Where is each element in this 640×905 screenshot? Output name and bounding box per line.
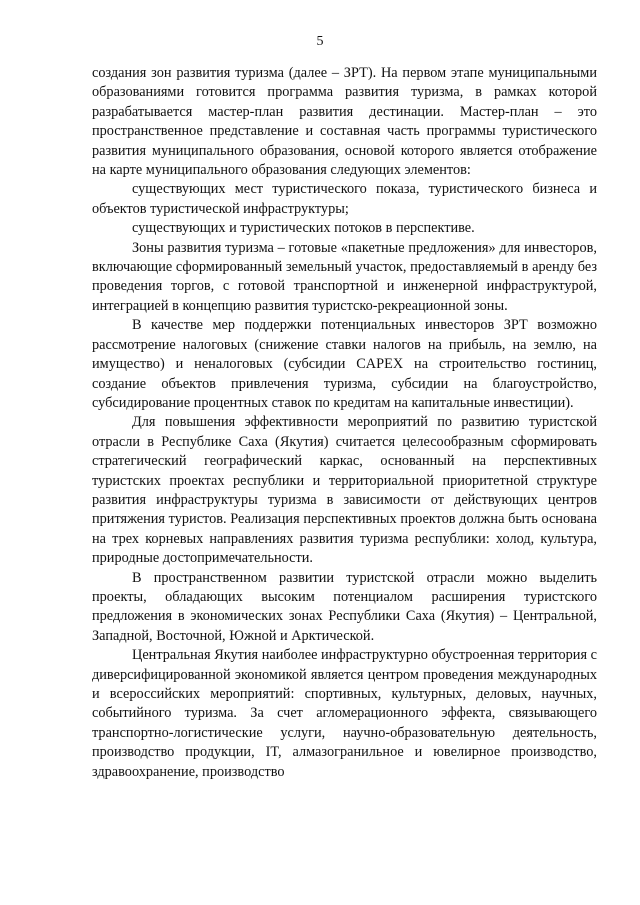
list-item-tourist-sites: существующих мест туристического показа, туристического бизнеса и объектов туристической инфраструктуры; [92, 181, 597, 217]
paragraph-zrt-intro: создания зон развития туризма (далее – ЗРТ). На первом этапе муниципальными образованиями готовится программа развития туризма, в рамках которой разрабатывается мастер-план развития дестинации. Мастер-план – это пространственное представление и составная часть программы туристического развития муниципального образования, основой которого является отображение на карте муниципального образования следующих элементов: [92, 65, 597, 179]
paragraph-economic-zones: В пространственном развитии туристской отрасли можно выделить проекты, обладающих высоким потенциалом расширения туристского предложения в экономических зонах Республики Саха (Якутия) – Центральной, Западной, Восточной, Южной и Арктической. [92, 569, 597, 644]
page-number: 5 [316, 34, 324, 49]
list-item-tourist-flows: существующих и туристических потоков в перспективе. [132, 220, 475, 237]
document-body [92, 64, 597, 782]
paragraph-geographic-framework: Для повышения эффективности мероприятий по развитию туристской отрасли в Республике Саха (Якутия) считается целесообразным сформировать стратегический географический каркас, основанный на перспективных туристских проектах республики и территориальной приоритетной структуре развития инфраструктуры туризма в зависимости от действующих центров притяжения туристов. Реализация перспективных проектов должна быть основана на трех корневых направлениях развития туризма республики: холод, культура, природные достопримечательности. [92, 414, 597, 567]
paragraph-central-yakutia: Центральная Якутия наиболее инфраструктурно обустроенная территория с диверсифицированной экономикой является центром проведения международных и всероссийских мероприятий: спортивных, культурных, деловых, научных, событийного туризма. За счет агломерационного эффекта, связывающего транспортно-логистические услуги, научно-образовательную деятельность, производство продукции, IT, алмазогранильное и ювелирное производство, здравоохранение, производство [92, 647, 597, 780]
paragraph-investor-support: В качестве мер поддержки потенциальных инвесторов ЗРТ возможно рассмотрение налоговых (снижение ставки налогов на прибыль, на землю, на имущество) и неналоговых (субсидии CAPEX на строительство гостиниц, создание объектов привлечения туризма, субсидии на благоустройство, субсидирование процентных ставок по кредитам на капитальные инвестиции). [92, 317, 597, 411]
paragraph-zrt-packages: Зоны развития туризма – готовые «пакетные предложения» для инвесторов, включающие сформированный земельный участок, предоставляемый в аренду без проведения торгов, с готовой транспортной и инженерной инфраструктурой, интеграцией в концепцию развития туристско-рекреационной зоны. [92, 239, 597, 314]
